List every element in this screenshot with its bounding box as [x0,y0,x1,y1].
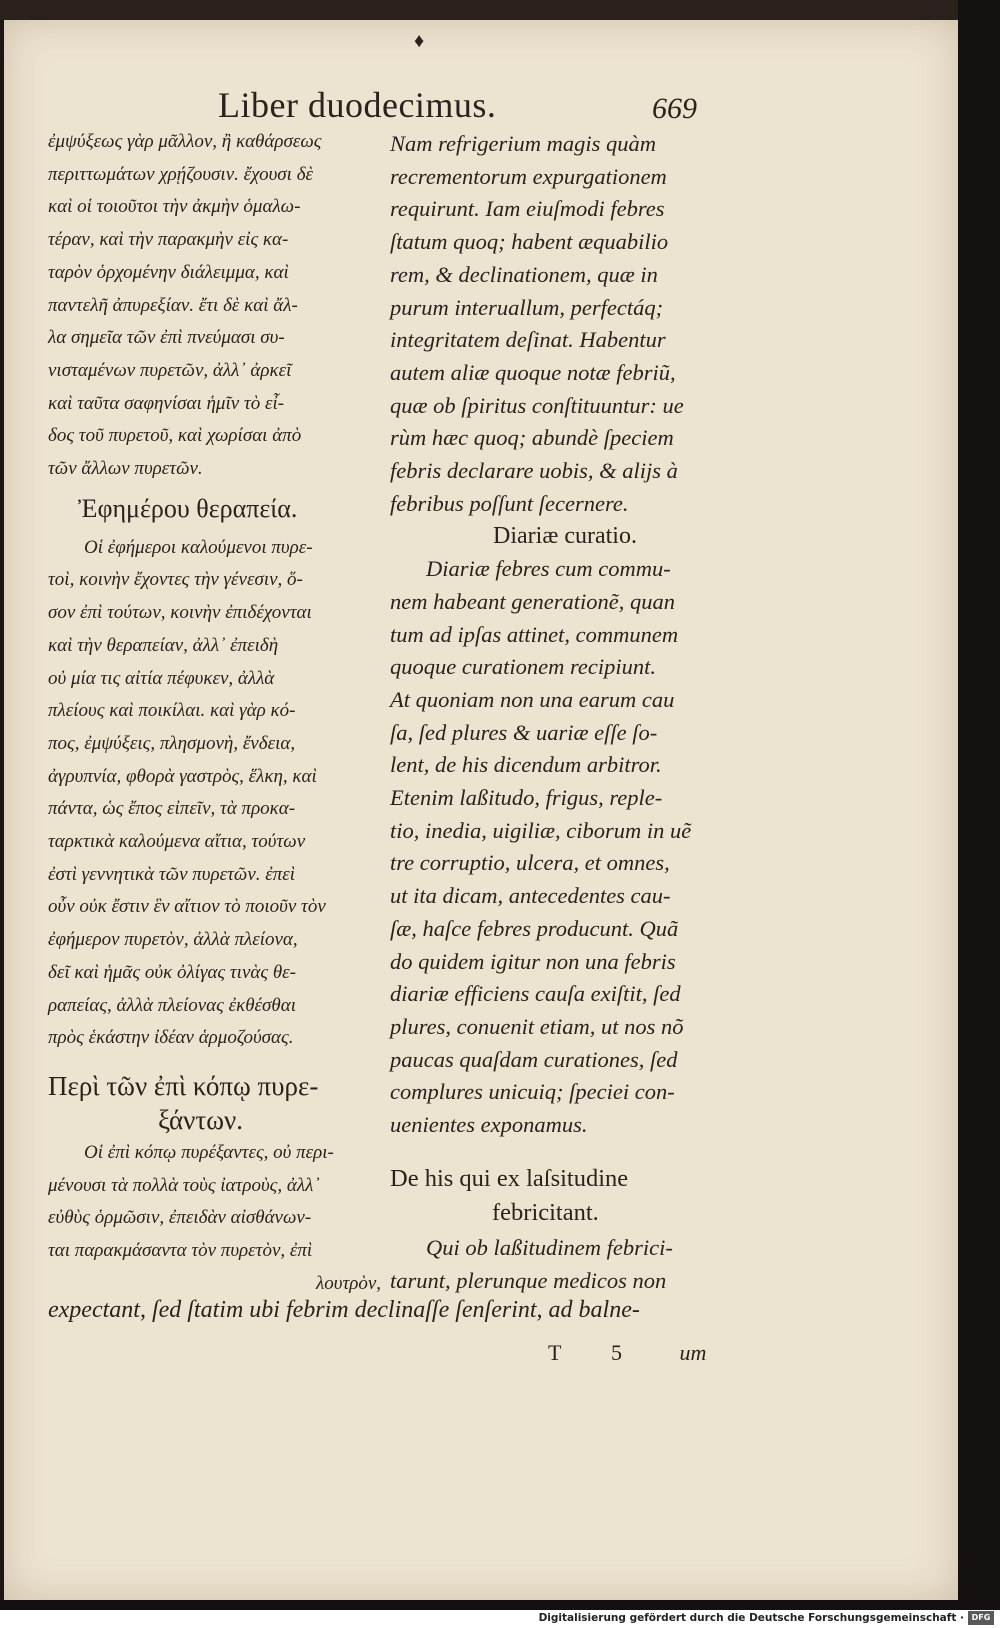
text-line: πος, ἐμψύξεις, πλησμονὴ, ἔνδεια, [48,732,296,754]
text-line: ſtatum quoq; habent æquabilio [390,229,669,255]
text-line: Οἱ ἐπὶ κόπῳ πυρέξαντες, οὐ περι- [84,1141,334,1163]
text-line: τέραν, καὶ τὴν παρακμὴν εἰς κα- [48,229,289,251]
text-line: tio, inedia, uigiliæ, ciborum in uẽ [390,817,692,843]
text-line: λουτρὸν, [316,1272,382,1294]
text-line: ſæ, haſce febres producunt. Quã [390,915,679,941]
text-line: complures unicuiq; ſpeciei con- [390,1079,675,1105]
signature-mark: T [548,1340,562,1365]
text-line: οὐ μία τις αἰτία πέφυκεν, ἀλλὰ [48,667,275,689]
text-line: nem habeant generationẽ, quan [390,588,675,614]
text-line: quoque curationem recipiunt. [390,654,656,680]
latin-section-heading: Diariæ curatio. [493,523,637,550]
text-line: ται παρακμάσαντα τὸν πυρετὸν, ἐπὶ [48,1240,313,1262]
text-line: λα σημεῖα τῶν ἐπὶ πνεύμασι συ- [48,327,285,349]
greek-paragraph-2 [48,532,366,1055]
full-width-text-line: expectant, ſed ſtatim ubi febrim declinaſſe ſenſerint, ad balne- [48,1297,640,1323]
latin-column [390,128,720,1297]
text-line: δεῖ καὶ ἡμᾶς οὐκ ὀλίγας τινὰς θε- [48,961,296,983]
text-line: ἐφήμερον πυρετὸν, ἀλλὰ πλείονα, [48,929,298,951]
text-line: autem aliæ quoque notæ febriũ, [390,359,676,385]
text-line: Qui ob laßitudinem febrici- [426,1234,673,1260]
text-line: παντελῆ ἀπυρεξίαν. ἔτι δὲ καὶ ἄλ- [48,294,298,316]
text-line: tre corruptio, ulcera, et omnes, [390,850,670,876]
scan-bottom-border [0,1600,1000,1610]
text-line: Etenim laßitudo, frigus, reple- [390,785,663,811]
text-line: plures, conuenit etiam, ut nos nõ [390,1013,684,1039]
text-line: ταρκτικὰ καλούμενα αἴτια, τούτων [48,831,306,853]
catchword-line [548,1340,706,1366]
text-line: σον ἐπὶ τούτων, κοινὴν ἐπιδέχονται [48,602,312,624]
text-line: recrementorum expurgationem [390,163,667,189]
text-line: ſa, ſed plures & uariæ eſſe ſo- [390,719,658,745]
text-line: paucas quaſdam curationes, ſed [390,1046,678,1072]
text-line: integritatem deſinat. Habentur [390,327,666,353]
top-ornament-mark: ♦ [414,30,425,52]
text-line: τοὶ, κοινὴν ἔχοντες τὴν γένεσιν, ὅ- [48,569,303,591]
text-line: rùm hæc quoq; abundè ſpeciem [390,425,674,451]
text-line: ut ita dicam, antecedentes cau- [390,883,671,909]
latin-section-heading-2 [390,1162,720,1230]
text-line: καὶ τὴν θεραπείαν, ἀλλ᾽ ἐπειδὴ [48,634,279,656]
running-head: Liber duodecimus. [218,85,497,125]
text-line: νισταμένων πυρετῶν, ἀλλ᾽ ἀρκεῖ [48,359,292,381]
heading-line: ξάντων. [158,1104,243,1135]
text-line: μένουσι τὰ πολλὰ τοὺς ἰατροὺς, ἀλλ᾽ [48,1174,320,1196]
text-line: οὖν οὐκ ἔστιν ἓν αἴτιον τὸ ποιοῦν τὸν [48,896,326,918]
text-line: εὐθὺς ὁρμῶσιν, ἐπειδὰν αἰσθάνων- [48,1207,312,1229]
text-line: febribus poſſunt ſecernere. [390,490,629,516]
text-line: Nam refrigerium magis quàm [390,131,657,156]
text-line: diariæ efficiens cauſa exiſtit, ſed [390,981,681,1007]
latin-paragraph-2 [390,553,720,1142]
text-line: ραπείας, ἀλλὰ πλείονας ἐκθέσθαι [48,994,296,1016]
greek-paragraph-3 [48,1137,382,1301]
catchword: um [679,1340,707,1365]
text-line: πλείους καὶ ποικίλαι. καὶ γὰρ κό- [48,700,296,722]
text-line: rem, & declinationem, quæ in [390,261,658,287]
text-line: καὶ οἱ τοιοῦτοι τὴν ἀκμὴν ὁμαλω- [48,196,301,218]
text-line: ἀγρυπνία, φθορὰ γαστρὸς, ἕλκη, καὶ [48,765,317,787]
text-line: ἐστὶ γεννητικὰ τῶν πυρετῶν. ἐπεὶ [48,863,296,885]
text-line: καὶ ταῦτα σαφηνίσαι ἡμῖν τὸ εἶ- [48,392,285,414]
text-line: πάντα, ὡς ἔπος εἰπεῖν, τὰ προκα- [48,798,296,820]
text-line: uenientes exponamus. [390,1112,588,1138]
text-line: tum ad ipſas attinet, communem [390,621,679,647]
text-line: At quoniam non una earum cau [390,686,675,712]
latin-paragraph-3 [390,1232,720,1297]
scan-right-border [958,0,1000,1600]
heading-line: Περὶ τῶν ἐπὶ κόπῳ πυρε- [48,1070,319,1101]
text-line: δος τοῦ πυρετοῦ, καὶ χωρίσαι ἀπὸ [48,425,302,447]
greek-section-heading-2 [48,1069,366,1137]
text-line: do quidem igitur non una febris [390,948,676,974]
text-line: lent, de his dicendum arbitror. [390,752,662,778]
page-number: 669 [652,92,697,125]
text-line: ταρὸν ὁρχομένην διάλειμμα, καὶ [48,261,289,283]
text-line: Οἱ ἐφήμεροι καλούμενοι πυρε- [84,536,313,558]
greek-paragraph-1 [48,126,366,486]
latin-paragraph-1 [390,128,720,520]
text-line: tarunt, plerunque medicos non [390,1267,667,1293]
text-line: requirunt. Iam eiuſmodi febres [390,196,665,222]
signature-number: 5 [610,1340,622,1365]
dfg-logo-icon: DFG [968,1611,994,1625]
text-line: purum interuallum, perfectáq; [390,294,664,320]
scan-top-border [0,0,1000,20]
greek-column [48,126,382,1301]
text-line: quæ ob ſpiritus conſtituuntur: ue [390,392,684,418]
text-line: πρὸς ἑκάστην ἰδέαν ἁρμοζούσας. [48,1027,294,1049]
text-line: Diariæ febres cum commu- [426,556,671,582]
greek-section-heading: Ἐφημέρου θεραπεία. [78,493,298,523]
text-line: ἐμψύξεως γὰρ μᾶλλον, ἢ καθάρσεως [48,131,322,152]
heading-line: De his qui ex laſsitudine [390,1164,629,1192]
text-line: περιττωμάτων χρῄζουσιν. ἔχουσι δὲ [48,163,314,185]
text-line: febris declarare uobis, & aliјs à [390,458,678,484]
footer-credit-text: Digitalisierung gefördert durch die Deutsche Forschungsgemeinschaft · [538,1612,964,1624]
text-line: τῶν ἄλλων πυρετῶν. [48,458,203,480]
heading-line: febricitant. [492,1198,599,1226]
